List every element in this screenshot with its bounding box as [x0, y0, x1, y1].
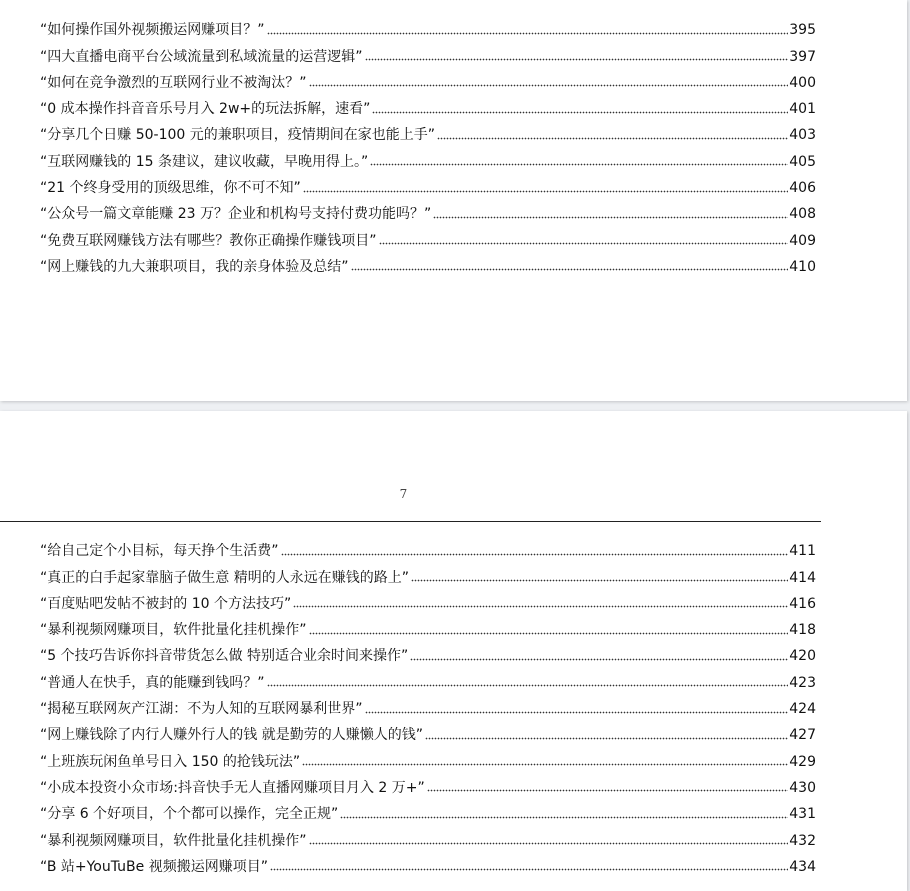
- dot-leader: [281, 552, 789, 556]
- dot-leader: [340, 815, 788, 819]
- toc-entry-page-number: 430: [789, 779, 816, 796]
- page-number: 7: [399, 487, 408, 501]
- table-of-contents: [40, 13, 816, 276]
- dot-leader: [370, 163, 788, 167]
- dot-leader: [411, 579, 788, 583]
- dot-leader: [309, 842, 789, 846]
- dot-leader: [437, 136, 788, 140]
- toc-entry[interactable]: [40, 13, 816, 39]
- toc-entry[interactable]: [40, 771, 816, 797]
- dot-leader: [379, 242, 789, 246]
- dot-leader: [410, 657, 788, 661]
- dot-leader: [267, 31, 789, 35]
- toc-entry-title: “如何在竞争激烈的互联网行业不被淘汰？”: [40, 74, 307, 91]
- toc-entry[interactable]: [40, 92, 816, 118]
- toc-entry-title: “四大直播电商平台公域流量到私域流量的运营逻辑”: [40, 48, 363, 65]
- toc-entry-title: “普通人在快手，真的能赚到钱吗？”: [40, 674, 265, 691]
- toc-entry[interactable]: [40, 171, 816, 197]
- toc-entry-page-number: 410: [789, 258, 816, 275]
- toc-entry[interactable]: [40, 534, 816, 560]
- toc-entry-title: “0 成本操作抖音音乐号月入 2w+的玩法拆解，速看”: [40, 101, 371, 118]
- dot-leader: [293, 605, 788, 609]
- toc-entry-title: “互联网赚钱的 15 条建议，建议收藏，早晚用得上。”: [40, 153, 369, 170]
- toc-entry[interactable]: [40, 560, 816, 586]
- toc-entry-title: “21 个终身受用的顶级思维，你不可不知”: [40, 180, 301, 197]
- toc-entry-page-number: 406: [789, 180, 816, 197]
- toc-entry[interactable]: [40, 587, 816, 613]
- toc-entry-title: “上班族玩闲鱼单号日入 150 的抢钱玩法”: [40, 753, 301, 770]
- toc-entry[interactable]: [40, 66, 816, 92]
- toc-entry-title: “公众号一篇文章能赚 23 万？企业和机构号支持付费功能吗？”: [40, 206, 432, 223]
- dot-leader: [365, 58, 789, 62]
- toc-entry[interactable]: [40, 797, 816, 823]
- toc-entry-title: “免费互联网赚钱方法有哪些？教你正确操作赚钱项目”: [40, 232, 377, 249]
- toc-entry-page-number: 429: [789, 753, 816, 770]
- toc-entry[interactable]: [40, 718, 816, 744]
- toc-entry[interactable]: [40, 223, 816, 249]
- toc-entry-page-number: 416: [789, 595, 816, 612]
- dot-leader: [365, 710, 789, 714]
- toc-entry-title: “百度贴吧发帖不被封的 10 个方法技巧”: [40, 595, 292, 612]
- document-page-upper: [0, 0, 907, 401]
- toc-entry-page-number: 400: [789, 74, 816, 91]
- toc-entry-page-number: 403: [789, 127, 816, 144]
- toc-entry[interactable]: [40, 665, 816, 691]
- toc-entry-title: “真正的白手起家靠脑子做生意 精明的人永远在赚钱的路上”: [40, 569, 409, 586]
- toc-entry[interactable]: [40, 118, 816, 144]
- toc-entry-title: “分享几个日赚 50-100 元的兼职项目，疫情期间在家也能上手”: [40, 127, 435, 144]
- toc-entry-page-number: 409: [789, 232, 816, 249]
- toc-entry-page-number: 424: [789, 701, 816, 718]
- toc-entry-page-number: 423: [789, 674, 816, 691]
- toc-entry-page-number: 431: [789, 806, 816, 823]
- toc-entry-page-number: 414: [789, 569, 816, 586]
- toc-entry-page-number: 427: [789, 727, 816, 744]
- table-of-contents: [40, 534, 816, 876]
- toc-entry-page-number: 434: [789, 858, 816, 875]
- toc-entry-title: “暴利视频网赚项目，软件批量化挂机操作”: [40, 832, 307, 849]
- dot-leader: [427, 789, 789, 793]
- header-rule: [0, 521, 821, 522]
- toc-entry[interactable]: [40, 692, 816, 718]
- toc-entry[interactable]: [40, 744, 816, 770]
- toc-entry-page-number: 420: [789, 648, 816, 665]
- dot-leader: [267, 684, 789, 688]
- dot-leader: [309, 631, 789, 635]
- toc-entry[interactable]: [40, 144, 816, 170]
- toc-entry-title: “网上赚钱除了内行人赚外行人的钱 就是勤劳的人赚懒人的钱”: [40, 727, 423, 744]
- toc-entry-page-number: 405: [789, 153, 816, 170]
- toc-entry-title: “分享 6 个好项目，个个都可以操作，完全正规”: [40, 806, 339, 823]
- toc-entry[interactable]: [40, 613, 816, 639]
- toc-entry-page-number: 432: [789, 832, 816, 849]
- toc-entry-page-number: 408: [789, 206, 816, 223]
- dot-leader: [425, 736, 788, 740]
- dot-leader: [372, 110, 788, 114]
- toc-entry-title: “揭秘互联网灰产江湖：不为人知的互联网暴利世界”: [40, 701, 363, 718]
- toc-entry-page-number: 397: [789, 48, 816, 65]
- toc-entry-title: “B 站+YouTuBe 视频搬运网赚项目”: [40, 858, 268, 875]
- toc-entry-title: “给自己定个小目标，每天挣个生活费”: [40, 543, 279, 560]
- toc-entry-page-number: 395: [789, 22, 816, 39]
- dot-leader: [302, 763, 788, 767]
- toc-entry-title: “如何操作国外视频搬运网赚项目？”: [40, 22, 265, 39]
- toc-entry-title: “网上赚钱的九大兼职项目，我的亲身体验及总结”: [40, 258, 349, 275]
- dot-leader: [433, 215, 788, 219]
- dot-leader: [270, 868, 788, 872]
- toc-entry-page-number: 418: [789, 622, 816, 639]
- toc-entry-page-number: 401: [789, 101, 816, 118]
- toc-entry[interactable]: [40, 197, 816, 223]
- dot-leader: [351, 268, 789, 272]
- toc-entry[interactable]: [40, 250, 816, 276]
- toc-entry[interactable]: [40, 850, 816, 876]
- dot-leader: [309, 84, 789, 88]
- toc-entry[interactable]: [40, 39, 816, 65]
- toc-entry-page-number: 411: [789, 543, 816, 560]
- dot-leader: [303, 189, 788, 193]
- toc-entry-title: “小成本投资小众市场:抖音快手无人直播网赚项目月入 2 万+”: [40, 779, 425, 796]
- toc-entry[interactable]: [40, 639, 816, 665]
- toc-entry-title: “5 个技巧告诉你抖音带货怎么做 特别适合业余时间来操作”: [40, 648, 409, 665]
- toc-entry-title: “暴利视频网赚项目，软件批量化挂机操作”: [40, 622, 307, 639]
- toc-entry[interactable]: [40, 823, 816, 849]
